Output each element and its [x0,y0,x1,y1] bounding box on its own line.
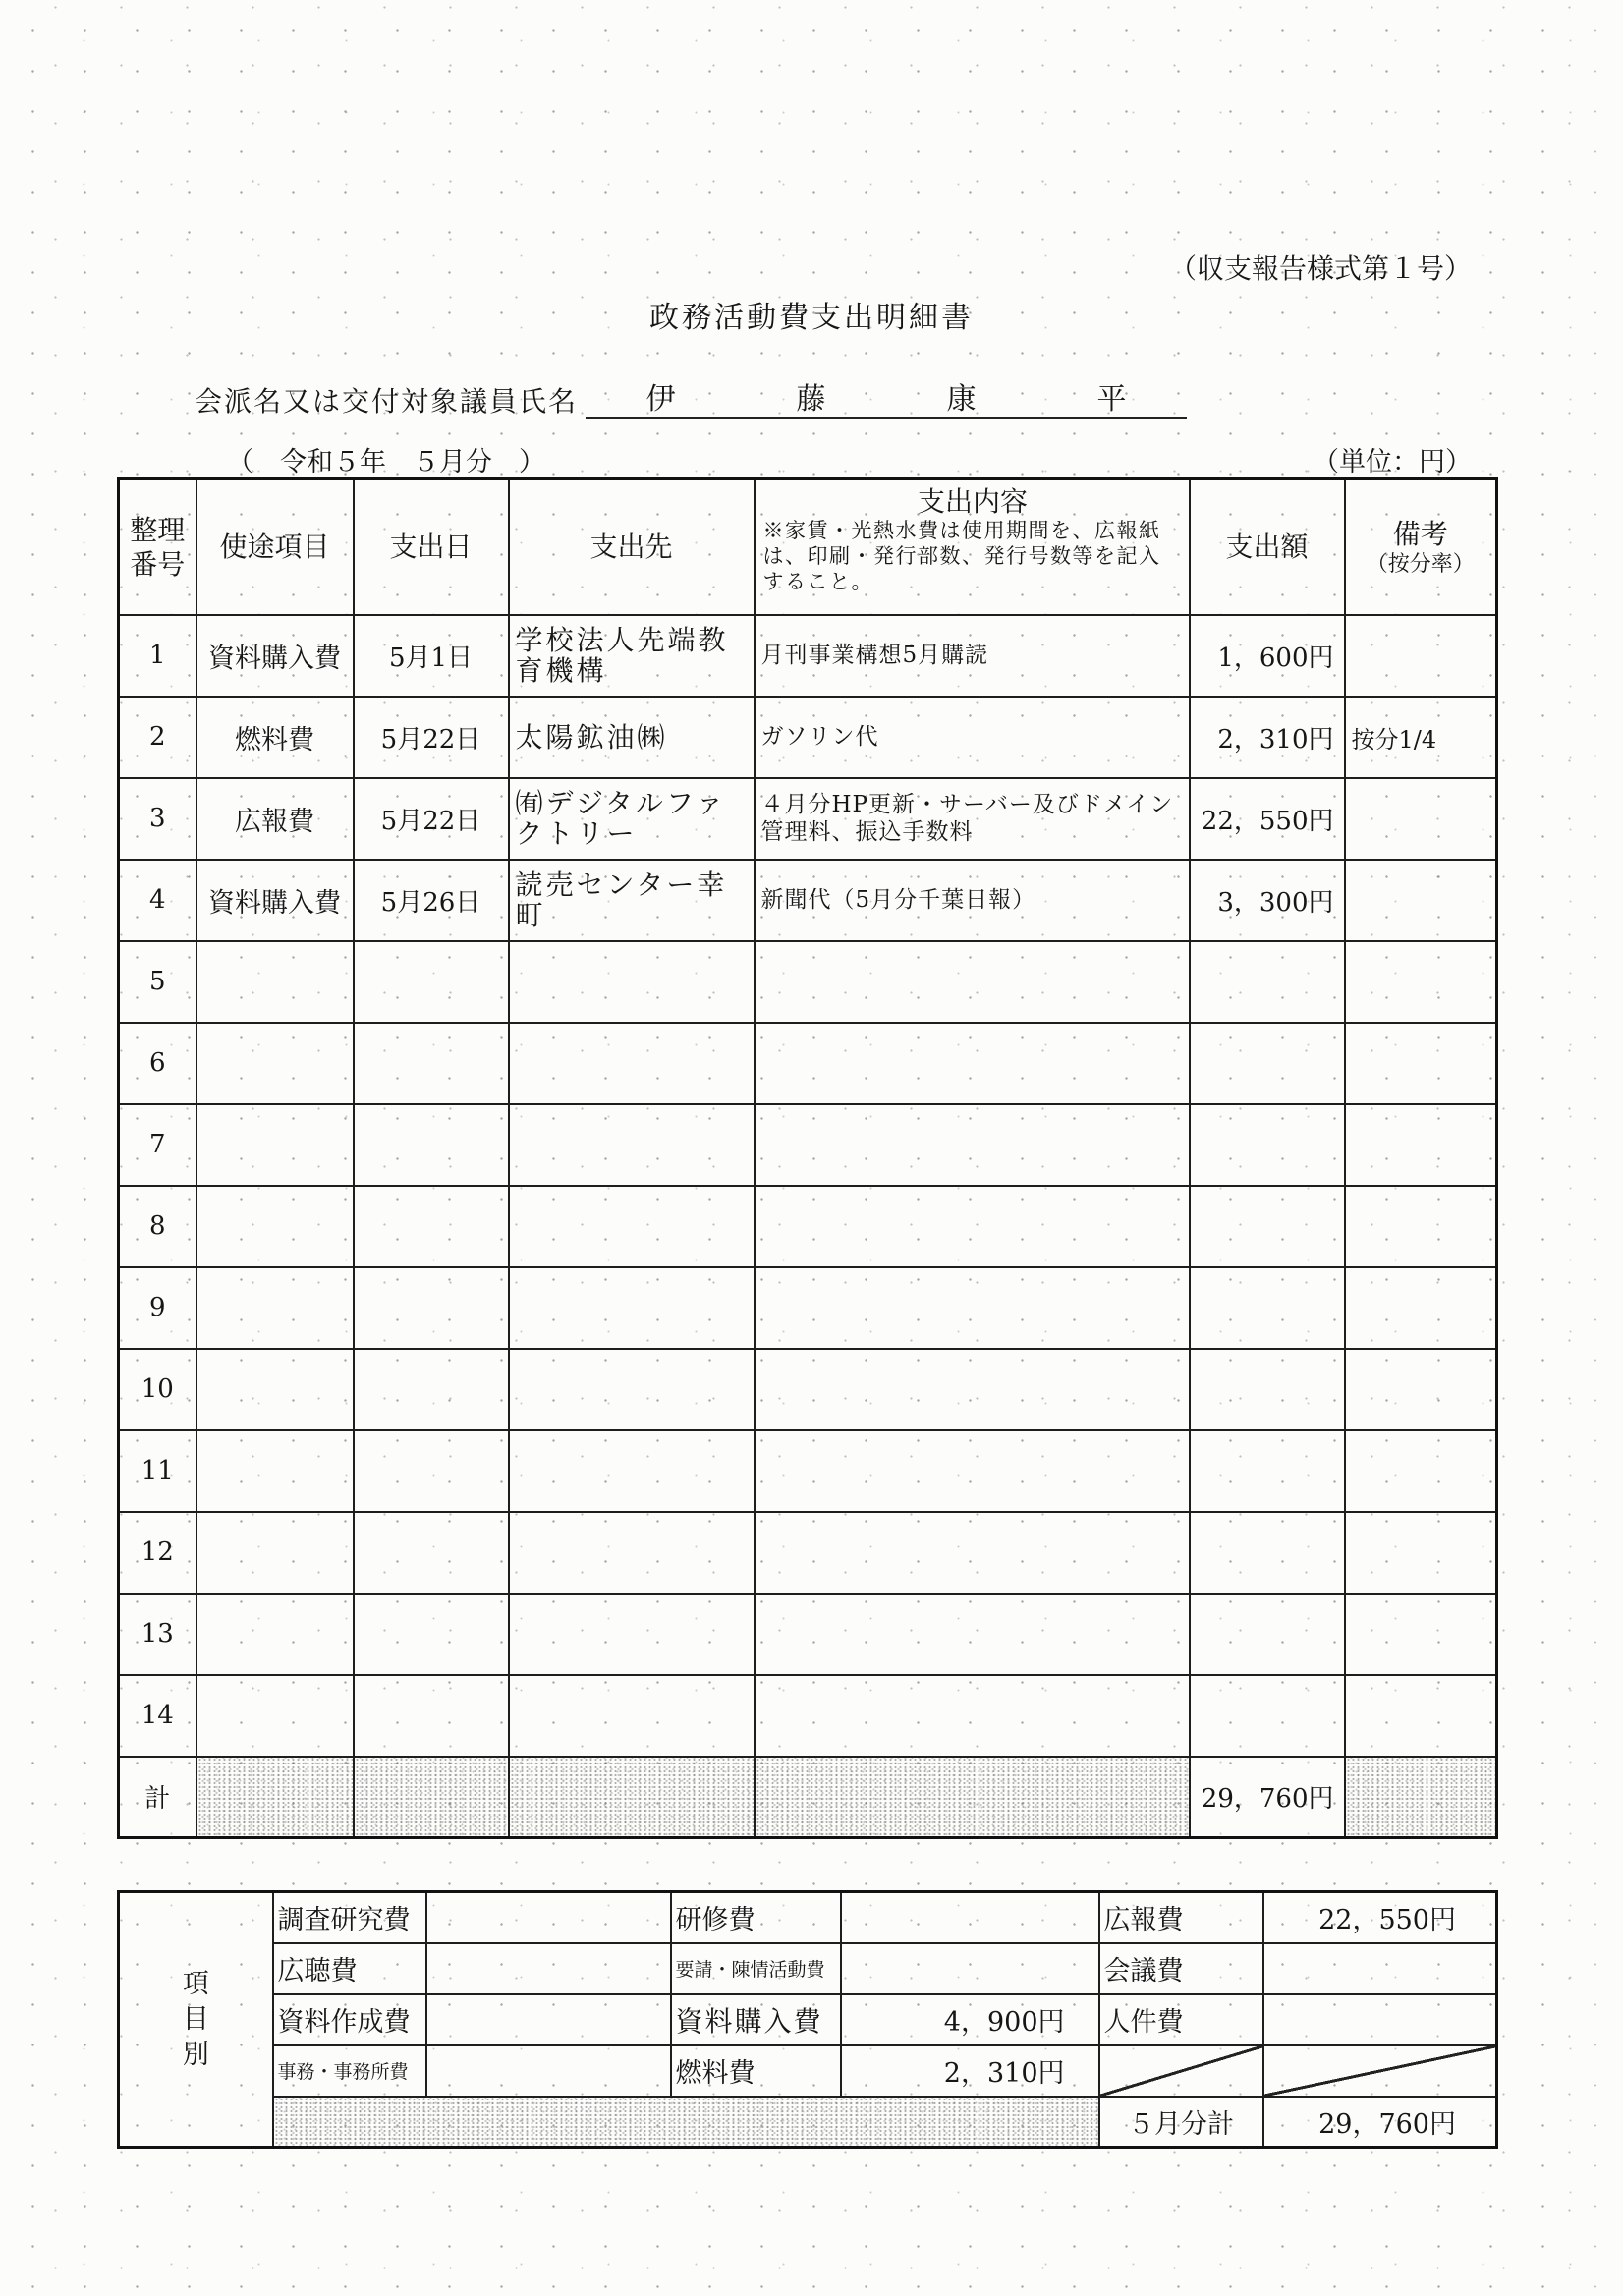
remarks-cell [1345,1512,1497,1594]
header-content-note: ※家賃・光熱水費は使用期間を、広報紙は、印刷・発行部数、発行号数等を記入すること。 [762,519,1161,593]
header-date: 支出日 [354,479,509,615]
date-cell: 5月22日 [354,697,509,778]
amount-cell: 22，550円 [1190,778,1345,860]
amount-cell: 2，310円 [1190,697,1345,778]
content-cell [755,1430,1190,1512]
date-cell: 5月1日 [354,615,509,697]
row-number-cell: 4 [119,860,196,941]
expense-row [119,941,1497,1023]
purpose-cell [196,1512,354,1594]
member-name [586,381,1187,419]
remarks-cell [1345,778,1497,860]
row-number-cell: 12 [119,1512,196,1594]
category-amount-personnel [1263,1994,1497,2045]
expense-row [119,1675,1497,1757]
row-number-cell: 8 [119,1186,196,1267]
header-payee: 支出先 [509,479,755,615]
payee-cell: 読売センター幸町 [509,860,755,941]
amount-cell [1190,941,1345,1023]
remarks-cell [1345,615,1497,697]
table-header-row [119,479,1497,615]
row-number-cell: 14 [119,1675,196,1757]
content-cell [755,1267,1190,1349]
remarks-cell [1345,1186,1497,1267]
remarks-cell: 按分1/4 [1345,697,1497,778]
content-cell [755,1186,1190,1267]
payee-cell [509,941,755,1023]
date-cell [354,1104,509,1186]
date-cell [354,1186,509,1267]
member-label: 会派名又は交付対象議員氏名 [195,385,579,418]
header-remarks-title: 備考 [1392,517,1448,550]
form-number: （収支報告様式第１号） [1168,252,1472,285]
category-label-materials-creation: 資料作成費 [273,1994,426,2045]
header-remarks [1345,479,1497,615]
category-label-petition: 要請・陳情活動費 [671,1943,841,1994]
member-name-char: 平 [1096,382,1127,417]
purpose-cell: 資料購入費 [196,860,354,941]
header-entry-number-line: 番号 [130,547,186,581]
summary-total-row [119,2097,1497,2148]
struck-out-cell [1263,2045,1497,2097]
payee-cell [509,1267,755,1349]
content-cell [755,1512,1190,1594]
header-amount: 支出額 [1190,479,1345,615]
remarks-cell [1345,1349,1497,1430]
summary-row [119,1994,1497,2045]
expense-row [119,1594,1497,1675]
struck-out-cell [1099,2045,1263,2097]
expense-row [119,615,1497,697]
expense-row [119,1430,1497,1512]
total-blank-cell [354,1757,509,1838]
remarks-cell [1345,1104,1497,1186]
content-cell [755,1349,1190,1430]
amount-cell [1190,1430,1345,1512]
row-number-cell: 5 [119,941,196,1023]
payee-cell [509,1023,755,1104]
remarks-cell [1345,1023,1497,1104]
header-entry-number [119,479,196,615]
date-cell [354,1430,509,1512]
total-label: 計 [119,1757,196,1838]
category-side-label [119,1892,273,2148]
category-label-fuel: 燃料費 [671,2045,841,2097]
member-line [195,381,1187,419]
total-blank-cell [1345,1757,1497,1838]
date-cell: 5月22日 [354,778,509,860]
purpose-cell [196,941,354,1023]
row-number-cell: 2 [119,697,196,778]
unit-note: （単位：円） [1313,447,1472,477]
reporting-period: （ 令和５年 ５月分 ） [227,447,545,477]
category-summary-table [117,1890,1498,2149]
summary-blank-area [273,2097,1099,2148]
content-cell [755,1594,1190,1675]
category-label-personnel: 人件費 [1099,1994,1263,2045]
expense-row [119,697,1497,778]
date-cell [354,1267,509,1349]
amount-cell [1190,1675,1345,1757]
category-label-publicity: 広報費 [1099,1892,1263,1943]
purpose-cell: 資料購入費 [196,615,354,697]
amount-cell [1190,1104,1345,1186]
category-side-label-stack [120,1967,272,2073]
category-amount-meetings [1263,1943,1497,1994]
content-cell [755,1104,1190,1186]
content-cell: ガソリン代 [755,697,1190,778]
payee-cell [509,1186,755,1267]
purpose-cell: 広報費 [196,778,354,860]
expense-row [119,778,1497,860]
month-total-label: ５月分計 [1099,2097,1263,2148]
date-cell [354,1512,509,1594]
content-cell: 月刊事業構想5月購読 [755,615,1190,697]
category-label-office: 事務・事務所費 [273,2045,426,2097]
expense-row [119,1267,1497,1349]
content-cell: 新聞代（5月分千葉日報） [755,860,1190,941]
category-amount-research [426,1892,671,1943]
purpose-cell [196,1023,354,1104]
total-blank-cell [755,1757,1190,1838]
payee-cell [509,1430,755,1512]
content-cell [755,941,1190,1023]
remarks-cell [1345,941,1497,1023]
date-cell [354,1349,509,1430]
expense-row [119,1186,1497,1267]
purpose-cell [196,1430,354,1512]
date-cell [354,1023,509,1104]
category-amount-materials-purchase: 4，900円 [841,1994,1099,2045]
date-cell [354,941,509,1023]
category-amount-petition [841,1943,1099,1994]
header-remarks-note: （按分率） [1366,551,1475,577]
side-label-char: 目 [182,2003,209,2035]
remarks-cell [1345,1430,1497,1512]
purpose-cell [196,1594,354,1675]
row-number-cell: 6 [119,1023,196,1104]
total-row [119,1757,1497,1838]
summary-row [119,1943,1497,1994]
purpose-cell [196,1104,354,1186]
category-label-public-hearing: 広聴費 [273,1943,426,1994]
amount-cell [1190,1186,1345,1267]
amount-cell [1190,1023,1345,1104]
amount-cell [1190,1594,1345,1675]
category-label-materials-purchase: 資料購入費 [671,1994,841,2045]
payee-cell [509,1349,755,1430]
summary-row [119,2045,1497,2097]
category-amount-fuel: 2，310円 [841,2045,1099,2097]
amount-cell [1190,1512,1345,1594]
amount-cell [1190,1267,1345,1349]
purpose-cell [196,1186,354,1267]
category-amount-publicity: 22，550円 [1263,1892,1497,1943]
date-cell [354,1675,509,1757]
payee-cell: 太陽鉱油㈱ [509,697,755,778]
purpose-cell [196,1349,354,1430]
remarks-cell [1345,1675,1497,1757]
remarks-cell [1345,860,1497,941]
amount-cell: 1，600円 [1190,615,1345,697]
row-number-cell: 11 [119,1430,196,1512]
category-label-research: 調査研究費 [273,1892,426,1943]
category-amount-public-hearing [426,1943,671,1994]
row-number-cell: 1 [119,615,196,697]
date-cell [354,1594,509,1675]
payee-cell [509,1675,755,1757]
expense-row [119,1104,1497,1186]
category-amount-office [426,2045,671,2097]
total-blank-cell [509,1757,755,1838]
header-purpose: 使途項目 [196,479,354,615]
category-label-training: 研修費 [671,1892,841,1943]
total-amount: 29，760円 [1190,1757,1345,1838]
total-blank-cell [196,1757,354,1838]
payee-cell: ㈲デジタルファクトリー [509,778,755,860]
row-number-cell: 9 [119,1267,196,1349]
content-cell: ４月分HP更新・サーバー及びドメイン管理料、振込手数料 [755,778,1190,860]
payee-cell: 学校法人先端教育機構 [509,615,755,697]
amount-cell [1190,1349,1345,1430]
header-entry-number-line: 整理 [130,513,186,546]
payee-cell [509,1512,755,1594]
purpose-cell [196,1675,354,1757]
expense-row [119,860,1497,941]
row-number-cell: 3 [119,778,196,860]
document-title: 政務活動費支出明細書 [649,301,974,335]
remarks-cell [1345,1267,1497,1349]
category-label-meetings: 会議費 [1099,1943,1263,1994]
row-number-cell: 10 [119,1349,196,1430]
month-total-amount: 29，760円 [1263,2097,1497,2148]
header-content-title: 支出内容 [917,485,1028,518]
member-name-char: 伊 [645,382,676,417]
category-amount-materials-creation [426,1994,671,2045]
summary-row [119,1892,1497,1943]
payee-cell [509,1594,755,1675]
expense-detail-table [117,477,1498,1839]
member-name-char: 藤 [796,382,826,417]
date-cell: 5月26日 [354,860,509,941]
category-amount-training [841,1892,1099,1943]
payee-cell [509,1104,755,1186]
side-label-char: 別 [182,2039,209,2070]
content-cell [755,1023,1190,1104]
side-label-char: 項 [182,1968,209,1999]
expense-rows [119,615,1497,1757]
row-number-cell: 7 [119,1104,196,1186]
amount-cell: 3，300円 [1190,860,1345,941]
header-content [755,479,1190,615]
content-cell [755,1675,1190,1757]
member-name-char: 康 [946,382,977,417]
remarks-cell [1345,1594,1497,1675]
purpose-cell: 燃料費 [196,697,354,778]
expense-row [119,1512,1497,1594]
purpose-cell [196,1267,354,1349]
expense-row [119,1349,1497,1430]
row-number-cell: 13 [119,1594,196,1675]
expense-row [119,1023,1497,1104]
